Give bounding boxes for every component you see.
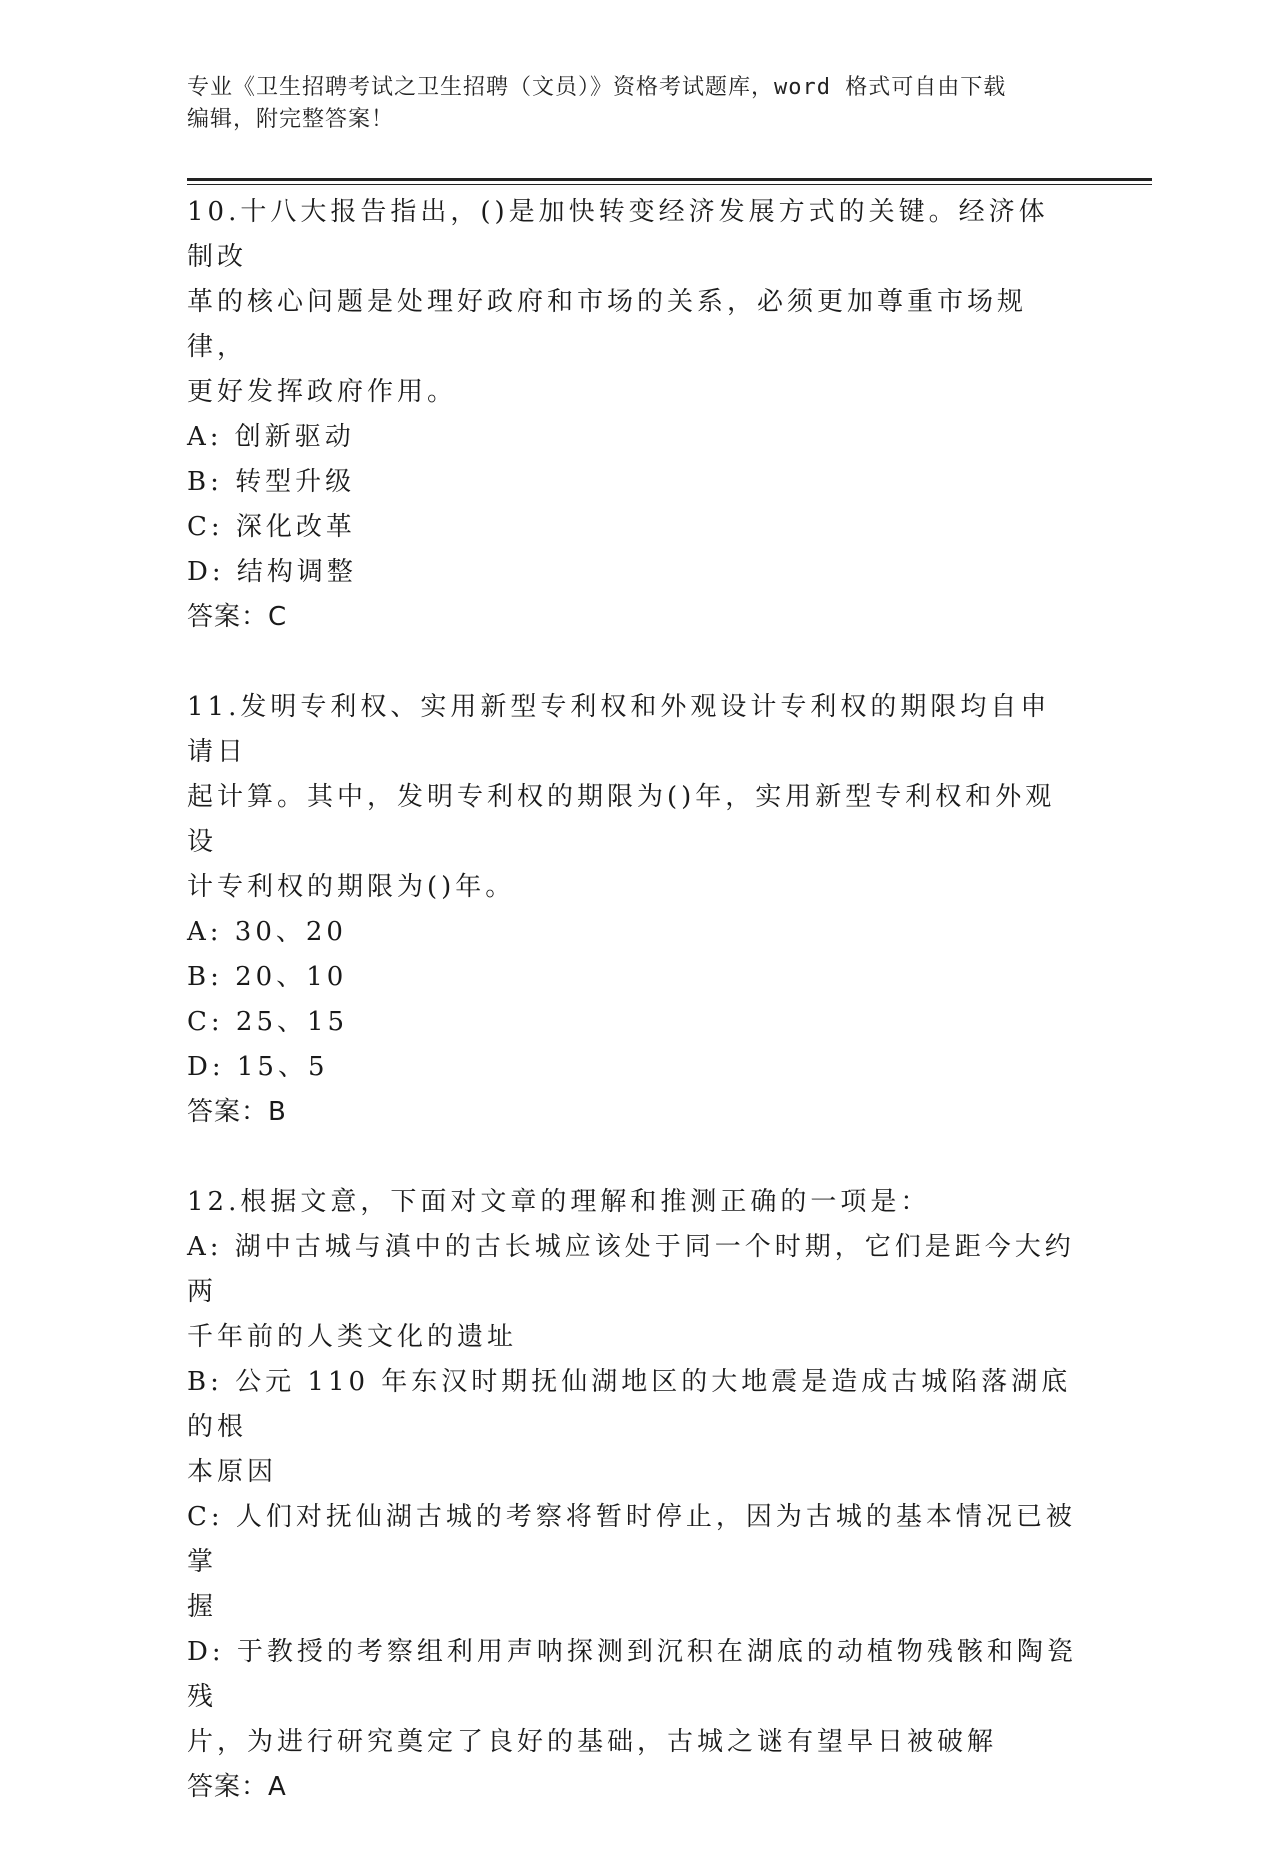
- question-12: [187, 1180, 1077, 1810]
- option-d-continued: 片，为进行研究奠定了良好的基础，古城之谜有望早日被破解: [187, 1727, 998, 1757]
- option-b: B: 20、10: [187, 962, 348, 992]
- question-list: [187, 190, 1077, 1855]
- question-11: [187, 685, 1077, 1135]
- question-10: [187, 190, 1077, 640]
- option-c: C: 人们对抚仙湖古城的考察将暂时停止，因为古城的基本情况已被掌: [187, 1502, 1076, 1577]
- question-text-line: 12.根据文意，下面对文章的理解和推测正确的一项是：: [187, 1187, 931, 1217]
- option-b: B: 公元 110 年东汉时期抚仙湖地区的大地震是造成古城陷落湖底的根: [187, 1367, 1072, 1442]
- question-text-line: 革的核心问题是处理好政府和市场的关系，必须更加尊重市场规律，: [187, 287, 1028, 362]
- question-text-line: 11.发明专利权、实用新型专利权和外观设计专利权的期限均自申请日: [187, 692, 1051, 767]
- option-d: D: 于教授的考察组利用声呐探测到沉积在湖底的动植物残骸和陶瓷残: [187, 1637, 1077, 1712]
- answer-label: 答案：A: [187, 1772, 287, 1802]
- option-c-continued: 握: [187, 1592, 218, 1622]
- document-header: [187, 72, 1067, 136]
- question-text-line: 10.十八大报告指出，()是加快转变经济发展方式的关键。经济体制改: [187, 197, 1049, 272]
- option-a: A: 创新驱动: [187, 422, 355, 452]
- option-d: D: 结构调整: [187, 557, 357, 587]
- option-a: A: 30、20: [187, 917, 347, 947]
- option-b-continued: 本原因: [187, 1457, 278, 1487]
- header-line-1: 专业《卫生招聘考试之卫生招聘（文员）》资格考试题库，word 格式可自由下载: [187, 75, 1007, 100]
- answer-label: 答案：C: [187, 602, 288, 632]
- option-a-continued: 千年前的人类文化的遗址: [187, 1322, 518, 1352]
- option-c: C: 25、15: [187, 1007, 349, 1037]
- header-divider-thin: [187, 184, 1152, 185]
- header-divider-thick: [187, 178, 1152, 181]
- question-text-line: 更好发挥政府作用。: [187, 377, 458, 407]
- option-d: D: 15、5: [187, 1052, 329, 1082]
- option-c: C: 深化改革: [187, 512, 356, 542]
- option-a: A: 湖中古城与滇中的古长城应该处于同一个时期，它们是距今大约两: [187, 1232, 1075, 1307]
- question-text-line: 计专利权的期限为()年。: [187, 872, 516, 902]
- question-text-line: 起计算。其中，发明专利权的期限为()年，实用新型专利权和外观设: [187, 782, 1056, 857]
- option-b: B: 转型升级: [187, 467, 356, 497]
- answer-label: 答案：B: [187, 1097, 287, 1127]
- header-line-2: 编辑，附完整答案！: [187, 107, 395, 132]
